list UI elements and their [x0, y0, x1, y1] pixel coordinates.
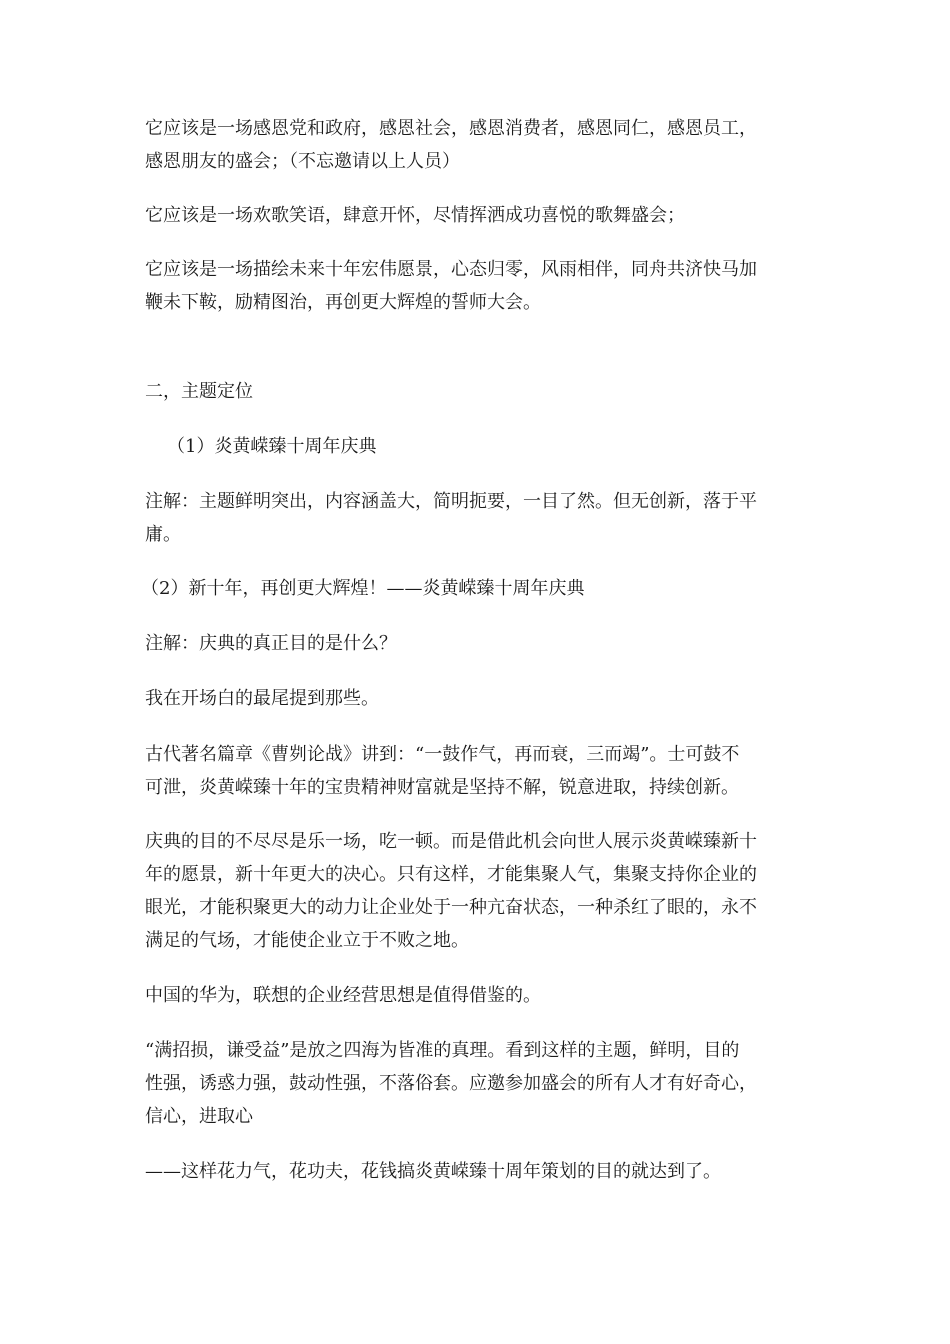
paragraph-huawei-lenovo: [145, 979, 805, 1012]
text-line: 可泄，炎黄嵘臻十年的宝贵精神财富就是坚持不解，锐意进取，持续创新。: [145, 777, 739, 798]
text-line: 信心，进取心: [145, 1106, 253, 1127]
annotation-2: [145, 627, 805, 660]
section-heading-theme: [145, 375, 805, 408]
paragraph-humility: [145, 1034, 805, 1133]
paragraph-opening-reference: [145, 682, 805, 715]
text-line: 鞭未下鞍，励精图治，再创更大辉煌的誓师大会。: [145, 292, 541, 313]
theme-option-1: [167, 430, 827, 463]
text-line: 年的愿景，新十年更大的决心。只有这样，才能集聚人气，集聚支持你企业的: [145, 864, 757, 885]
text-line: 它应该是一场描绘未来十年宏伟愿景，心态归零，风雨相伴，同舟共济快马加: [145, 259, 757, 280]
text-line: “满招损，谦受益”是放之四海为皆准的真理。看到这样的主题，鲜明，目的: [145, 1040, 740, 1061]
paragraph-gratitude: [145, 112, 805, 178]
text-line: 古代著名篇章《曹刿论战》讲到：“一鼓作气，再而衰，三而竭”。士可鼓不: [145, 744, 740, 765]
text-line: 庸。: [145, 524, 181, 545]
text-line: 它应该是一场欢歌笑语，肆意开怀，尽情挥洒成功喜悦的歌舞盛会；: [145, 205, 685, 226]
text-line: 庆典的目的不尽尽是乐一场，吃一顿。而是借此机会向世人展示炎黄嵘臻新十: [145, 831, 757, 852]
text-line: 注解：主题鲜明突出，内容涵盖大，简明扼要，一目了然。但无创新，落于平: [145, 491, 757, 512]
paragraph-conclusion: [145, 1155, 805, 1188]
text-line: 满足的气场，才能使企业立于不败之地。: [145, 930, 469, 951]
text-line: （1）炎黄嵘臻十周年庆典: [167, 436, 377, 457]
text-line: 注解：庆典的真正目的是什么？: [145, 633, 397, 654]
paragraph-celebration: [145, 199, 805, 232]
text-line: 感恩朋友的盛会；（不忘邀请以上人员）: [145, 151, 460, 172]
annotation-1: [145, 485, 805, 551]
text-line: 眼光，才能积聚更大的动力让企业处于一种亢奋状态，一种杀红了眼的，永不: [145, 897, 757, 918]
text-line: 我在开场白的最尾提到那些。: [145, 688, 379, 709]
text-line: ——这样花力气，花功夫，花钱搞炎黄嵘臻十周年策划的目的就达到了。: [145, 1161, 721, 1182]
paragraph-classic-quote: [145, 738, 805, 804]
paragraph-purpose: [145, 825, 805, 957]
theme-option-2: [141, 572, 801, 605]
text-line: 二，主题定位: [145, 381, 253, 402]
paragraph-vision: [145, 253, 805, 319]
text-line: （2）新十年，再创更大辉煌！——炎黄嵘臻十周年庆典: [141, 578, 585, 599]
text-line: 它应该是一场感恩党和政府，感恩社会，感恩消费者，感恩同仁，感恩员工，: [145, 118, 757, 139]
text-line: 中国的华为，联想的企业经营思想是值得借鉴的。: [145, 985, 541, 1006]
text-line: 性强，诱惑力强，鼓动性强，不落俗套。应邀参加盛会的所有人才有好奇心，: [145, 1073, 757, 1094]
